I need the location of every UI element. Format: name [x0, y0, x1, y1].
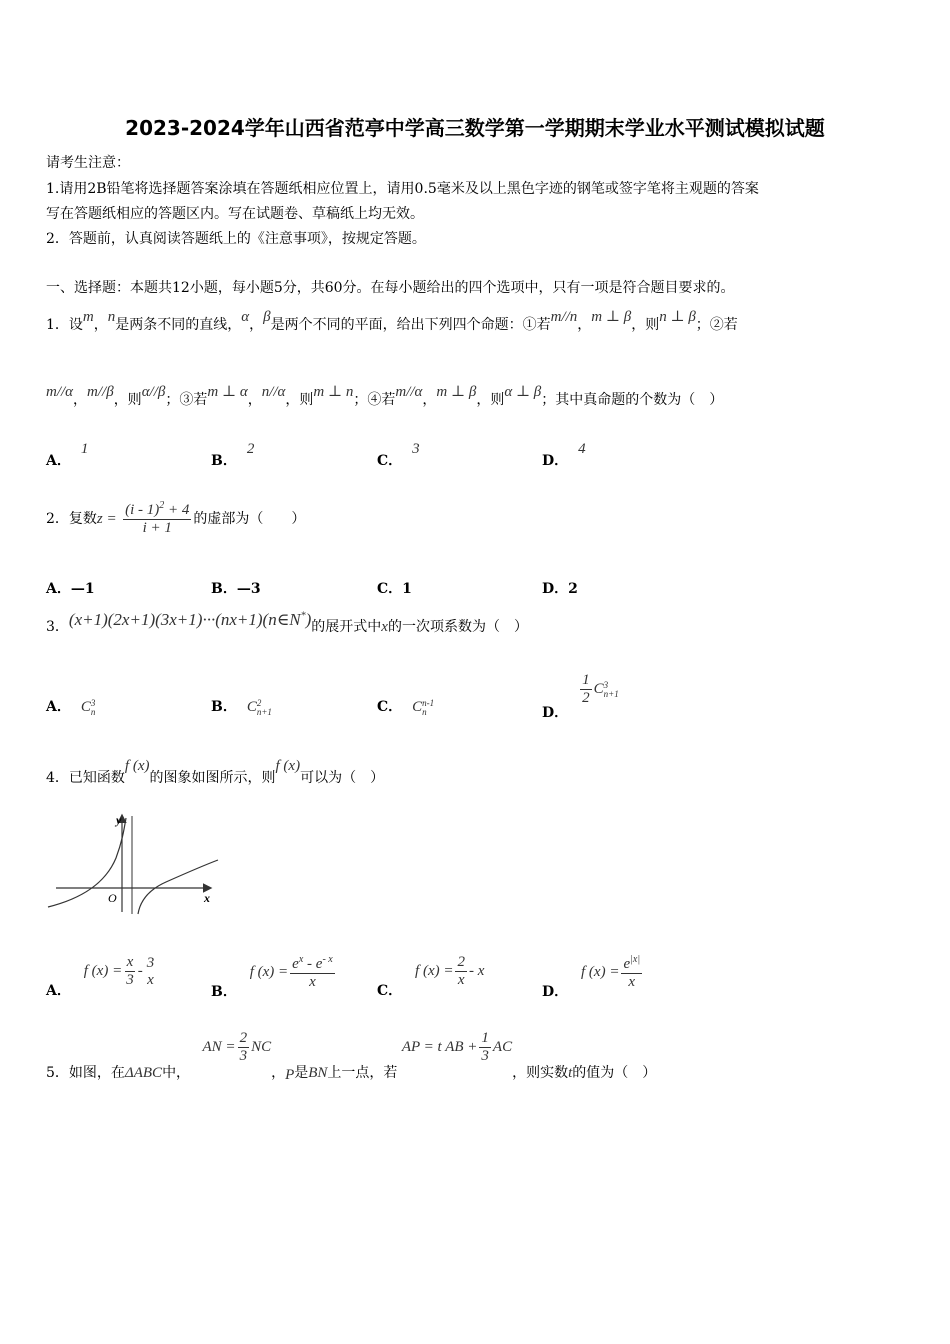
q3-option-a[interactable]: A． C 3 n — [46, 697, 96, 717]
q4-option-c[interactable]: C． f (x) = $\frac{2}{x}$ - x — [377, 954, 485, 1000]
section-heading: 一、选择题：本题共12小题，每小题5分，共60分。在每小题给出的四个选项中，只有一项是符合题目要求的。 — [46, 280, 735, 296]
q2-option-c[interactable]: C．1 — [377, 581, 412, 597]
q4-option-b[interactable]: B． f (x) = $\frac{e^x - e^{- x}}{x}$ — [211, 954, 333, 1001]
question-2: 2．复数z = $\frac{(i - 1)^2 + 4}{i + 1}$ 的虚部为（ ） — [46, 500, 306, 537]
curve-right-branch — [138, 860, 218, 914]
question-5: 5．如图，在ΔABC中， AN = $\frac{2}{3}$ NC，P是BN上一点，若 AP = t AB + $\frac{1}{3}$ AC，则实数t的值为（ ） — [46, 1030, 657, 1084]
q2-option-a[interactable]: A．—1 — [46, 581, 95, 597]
q1-option-d[interactable]: D．4 — [542, 441, 586, 469]
q1-option-b[interactable]: B．2 — [211, 441, 255, 469]
question-1-line2: m//α，m//β，则α//β；③若m ⊥ α，n//α，则m ⊥ n；④若m//α，m ⊥ β，则α ⊥ β；其中真命题的个数为（ ） — [46, 384, 724, 408]
notice-item2: 2．答题前，认真阅读答题纸上的《注意事项》，按规定答题。 — [46, 231, 426, 247]
notice-heading: 请考生注意： — [46, 155, 130, 171]
x-axis-label: x — [204, 891, 210, 905]
q1-option-c[interactable]: C．3 — [377, 441, 420, 469]
q3-option-b[interactable]: B． C 2 n+1 — [211, 697, 272, 717]
y-axis-label: y — [116, 813, 122, 827]
origin-label: O — [108, 891, 117, 905]
notice-item1-line1: 1.请用2B铅笔将选择题答案涂填在答题纸相应位置上，请用0.5毫米及以上黑色字迹的钢笔或签字笔将主观题的答案 — [46, 181, 759, 197]
question-3: 3．(x+1)(2x+1)(3x+1)···(nx+1)(n∈N*)的展开式中x的一次项系数为（ ） — [46, 610, 528, 635]
question-1-line1: 1．设m，n是两条不同的直线，α，β是两个不同的平面，给出下列四个命题：①若m//n，m ⊥ β，则n ⊥ β；②若 — [46, 309, 738, 333]
q4-option-a[interactable]: A． f (x) = $\frac{x}{3}$ - 3 x — [46, 954, 155, 1000]
q1-option-a[interactable]: A．1 — [46, 441, 89, 469]
q3-option-c[interactable]: C． C n-1 n — [377, 697, 435, 717]
page-title: 2023-2024学年山西省范亭中学高三数学第一学期期末学业水平测试模拟试题 — [125, 116, 825, 140]
q2-option-d[interactable]: D．2 — [542, 581, 578, 597]
q3-option-d[interactable]: D． $\frac{1}{2}$ C 3 n+1 — [542, 672, 619, 722]
question-4: 4．已知函数f (x)的图象如图所示，则f (x)可以为（ ） — [46, 758, 385, 786]
q2-option-b[interactable]: B．—3 — [211, 581, 261, 597]
q4-option-d[interactable]: D． f (x) = $\frac{e^{|x|}}{x}$ — [542, 954, 641, 1001]
notice-item1-line2: 写在答题纸相应的答题区内。写在试题卷、草稿纸上均无效。 — [46, 206, 424, 222]
function-graph-figure — [44, 810, 224, 915]
